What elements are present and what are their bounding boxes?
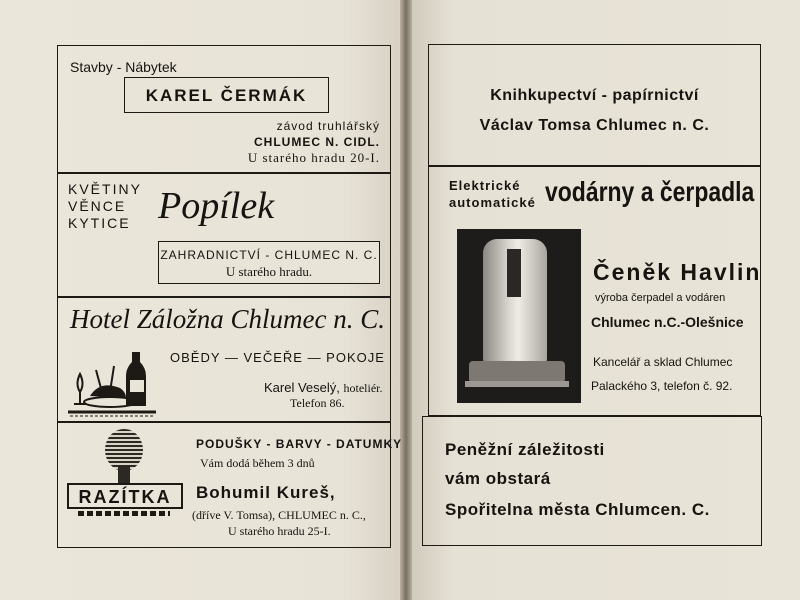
- ad-hotel-owner: [264, 380, 383, 396]
- stamp-stem-icon: [118, 467, 130, 483]
- ad-sporitelna: [422, 416, 762, 546]
- ad-popilek-line2: U starého hradu.: [225, 264, 313, 279]
- ad-havlin-desc: výroba čerpadel a vodáren: [595, 292, 726, 304]
- ad-havlin-place: Chlumec n.C.-Olešnice: [591, 314, 744, 330]
- pump-base-icon: [465, 381, 569, 387]
- ad-sporitelna-line1: Peněžní záležitosti: [445, 440, 605, 459]
- ad-sporitelna-line3: Spořitelna města Chlumcen. C.: [445, 500, 710, 519]
- ad-popilek-word-1: KVĚTINY: [68, 181, 142, 197]
- ad-popilek-word-3: KYTICE: [68, 215, 131, 231]
- ad-cermak-line3: U starého hradu 20-I.: [247, 150, 380, 165]
- ad-havlin-name: Čeněk Havlin: [593, 259, 762, 285]
- stamp-handle-icon: [105, 429, 143, 471]
- ad-kures-line1: (dříve V. Tomsa), CHLUMEC n. C.,: [192, 508, 366, 522]
- ad-havlin-small2: automatické: [449, 195, 536, 210]
- ad-kures-logo-word: RAZÍTKA: [78, 487, 172, 507]
- ad-kures-line2: U starého hradu 25-I.: [228, 524, 331, 538]
- ad-cermak-heading: Stavby - Nábytek: [70, 59, 177, 75]
- ad-popilek-word-2: VĚNCE: [68, 198, 127, 214]
- ad-cermak-name: KAREL ČERMÁK: [145, 86, 308, 105]
- ad-havlin-small1: Elektrické: [449, 178, 521, 193]
- ad-tomsa-line2: Václav Tomsa Chlumec n. C.: [479, 117, 710, 134]
- ad-cermak-line1: závod truhlářský: [276, 119, 380, 133]
- ad-hotel: [57, 297, 391, 422]
- ad-kures-name: Bohumil Kureš,: [196, 483, 336, 502]
- ad-havlin-office: Kancelář a sklad Chlumec: [593, 355, 733, 369]
- ad-havlin-big: vodárny a čerpadla: [545, 176, 755, 207]
- ad-kures-delivery: Vám dodá během 3 dnů: [200, 456, 315, 470]
- ad-cermak: [57, 45, 391, 173]
- ad-cermak-line2: CHLUMEC N. CIDL.: [254, 135, 380, 149]
- ad-hotel-owner-name: Karel Veselý,: [264, 380, 340, 395]
- ad-hotel-meals: OBĚDY — VEČEŘE — POKOJE: [170, 350, 385, 365]
- ad-hotel-phone: Telefon 86.: [290, 396, 345, 410]
- ad-kures-goods: PODUŠKY - BARVY - DATUMKY: [196, 437, 403, 451]
- stamp-base-icon: [78, 511, 170, 516]
- pump-motor-icon: [469, 361, 565, 383]
- ad-popilek: [57, 173, 391, 297]
- book-gutter: [400, 0, 412, 600]
- ad-havlin-address: Palackého 3, telefon č. 92.: [591, 379, 733, 393]
- ad-havlin: [428, 166, 761, 416]
- pump-photo: [457, 229, 581, 403]
- ad-kures: [57, 422, 403, 548]
- ad-popilek-line1: ZAHRADNICTVÍ - CHLUMEC N. C.: [160, 248, 378, 262]
- ad-popilek-address-frame: [158, 241, 380, 284]
- pressure-switch-icon: [507, 249, 521, 297]
- ad-tomsa-line1: Knihkupectví - papírnictví: [490, 87, 699, 104]
- ad-tomsa: [428, 44, 761, 166]
- ad-hotel-owner-title: hoteliér.: [343, 381, 383, 395]
- ad-hotel-title: Hotel Záložna Chlumec n. C.: [70, 304, 385, 334]
- ad-kures-logo-frame: [67, 483, 183, 509]
- food-wine-illustration: [66, 344, 161, 418]
- ad-popilek-name: Popílek: [158, 185, 275, 227]
- ad-cermak-name-frame: [124, 77, 329, 113]
- ad-sporitelna-line2: vám obstará: [445, 469, 551, 488]
